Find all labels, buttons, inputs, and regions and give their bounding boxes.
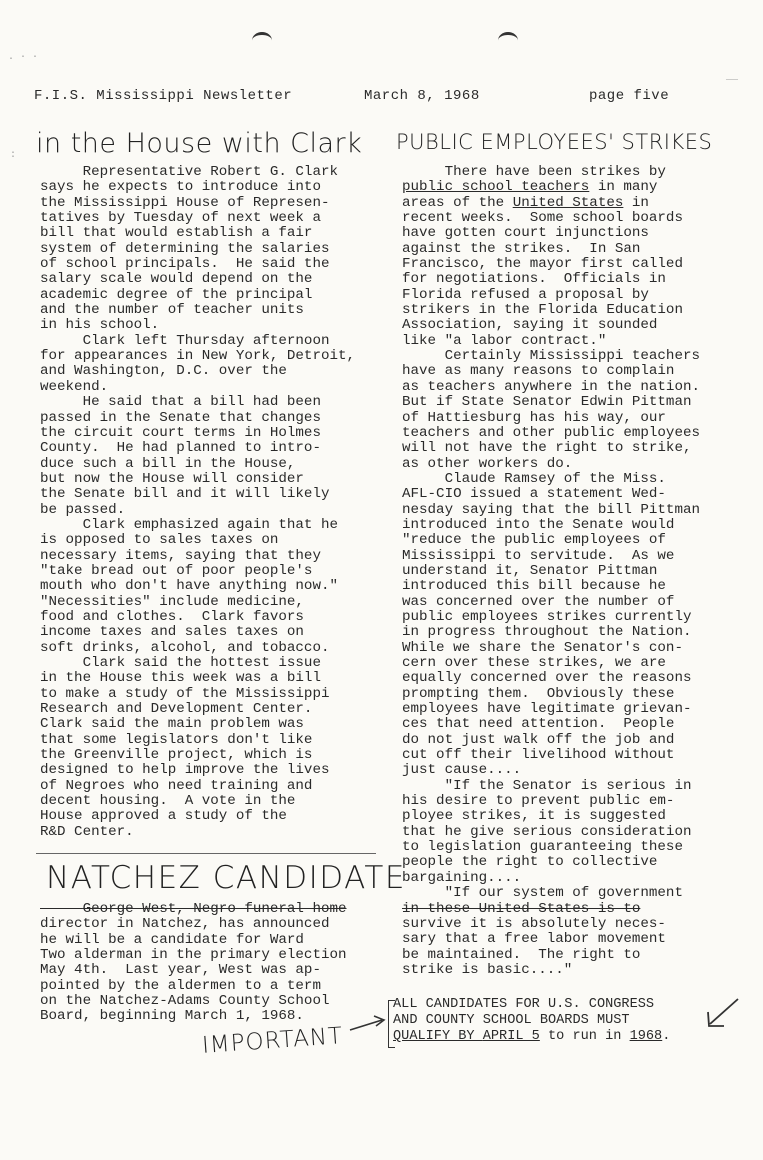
natchez-line: pointed by the aldermen to a term: [40, 977, 321, 994]
clark-line: be passed.: [40, 501, 126, 518]
clark-title: in the House with Clark: [36, 128, 363, 159]
clark-line: Clark said the main problem was: [40, 716, 304, 733]
publication-name: F.I.S. Mississippi Newsletter: [34, 88, 293, 104]
strikes-line: do not just walk off the job and: [402, 731, 675, 748]
natchez-line: he will be a candidate for Ward: [40, 931, 304, 948]
strikes-line: Certainly Mississippi teachers: [402, 348, 700, 365]
strikes-line: equally concerned over the reasons: [402, 670, 692, 687]
natchez-line: May 4th. Last year, West was ap-: [40, 962, 321, 979]
strikes-line: Florida refused a proposal by: [402, 286, 649, 303]
strikes-line: While we share the Senator's con-: [402, 639, 683, 656]
notice-line: ALL CANDIDATES FOR U.S. CONGRESS: [393, 997, 655, 1012]
strikes-line: cut off their livelihood without: [402, 747, 675, 764]
clark-line: and the number of teacher units: [40, 302, 304, 319]
strikes-line: to legislation guaranteeing these: [402, 839, 683, 856]
scan-speck: . · ·: [8, 52, 39, 63]
strikes-line: employees have legitimate grievan-: [402, 701, 692, 718]
strikes-line: But if State Senator Edwin Pittman: [402, 394, 692, 411]
strikes-line: Association, saying it sounded: [402, 317, 658, 334]
strikes-line: be maintained. The right to: [402, 946, 641, 963]
clark-line: of school principals. He said the: [40, 256, 330, 273]
clark-line: academic degree of the principal: [40, 286, 313, 303]
natchez-title: NATCHEZ CANDIDATE: [46, 860, 406, 896]
clark-line: mouth who don't have anything now.": [40, 578, 338, 595]
strikes-line: AFL-CIO issued a statement Wed-: [402, 486, 666, 503]
page-header: [34, 88, 714, 108]
scan-speck: __: [726, 72, 739, 83]
clark-line: to make a study of the Mississippi: [40, 685, 330, 702]
strikes-line: strike is basic....": [402, 961, 573, 978]
strikes-line: cern over these strikes, we are: [402, 655, 666, 671]
natchez-article: [40, 902, 347, 1025]
strikes-line: strikers in the Florida Education: [402, 302, 683, 319]
natchez-line: Two alderman in the primary election: [40, 947, 347, 964]
strikes-line: prompting them. Obviously these: [402, 685, 675, 702]
section-divider: [36, 853, 376, 854]
strikes-line: that he give serious consideration: [402, 823, 692, 840]
strikes-line: ployee strikes, it is suggested: [402, 808, 666, 825]
page-number: page five: [589, 88, 670, 104]
clark-line: County. He had planned to intro-: [40, 440, 321, 457]
strikes-line: people the right to collective: [402, 854, 658, 871]
strikes-title: PUBLIC EMPLOYEES' STRIKES: [396, 130, 713, 154]
clark-line: Clark said the hottest issue: [40, 655, 321, 671]
strikes-line: for negotiations. Officials in: [402, 271, 666, 288]
strikes-line: just cause....: [402, 762, 522, 779]
clark-line: decent housing. A vote in the: [40, 793, 296, 810]
clark-line: weekend.: [40, 378, 109, 395]
clark-line: bill that would establish a fair: [40, 225, 313, 242]
strikes-line: survive it is absolutely neces-: [402, 915, 666, 932]
strikes-line: public school teachers in many: [402, 179, 658, 196]
notice-line: AND COUNTY SCHOOL BOARDS MUST: [393, 1013, 630, 1028]
strikes-line: have as many reasons to complain: [402, 363, 675, 380]
strikes-line: teachers and other public employees: [402, 424, 700, 441]
natchez-line: Board, beginning March 1, 1968.: [40, 1008, 304, 1025]
clark-line: Representative Robert G. Clark: [40, 164, 338, 180]
issue-date: March 8, 1968: [364, 88, 480, 104]
clark-line: R&D Center.: [40, 823, 134, 840]
strikes-line: recent weeks. Some school boards: [402, 210, 683, 227]
punch-mark-right: [498, 32, 518, 49]
strikes-line: "If our system of government: [402, 885, 683, 902]
clark-line: salary scale would depend on the: [40, 271, 313, 288]
clark-line: the Mississippi House of Represen-: [40, 194, 330, 211]
natchez-line: director in Natchez, has announced: [40, 916, 330, 933]
clark-line: and Washington, D.C. over the: [40, 363, 287, 380]
clark-line: He said that a bill had been: [40, 394, 321, 411]
strikes-line: nesday saying that the bill Pittman: [402, 501, 700, 518]
strikes-line: sary that a free labor movement: [402, 931, 666, 948]
punch-mark-left: [252, 32, 272, 49]
strikes-line: of Hattiesburg has his way, our: [402, 409, 666, 426]
strikes-line: bargaining....: [402, 869, 522, 886]
clark-line: passed in the Senate that changes: [40, 409, 321, 426]
clark-line: designed to help improve the lives: [40, 762, 330, 779]
notice-line: QUALIFY BY APRIL 5 to run in 1968.: [393, 1029, 671, 1044]
strikes-line: public employees strikes currently: [402, 608, 692, 625]
strikes-line: "If the Senator is serious in: [402, 777, 692, 794]
clark-line: soft drinks, alcohol, and tobacco.: [40, 639, 330, 656]
clark-line: Clark left Thursday afternoon: [40, 332, 330, 349]
clark-line: of Negroes who need training and: [40, 777, 313, 794]
clark-line: system of determining the salaries: [40, 240, 330, 257]
strikes-line: Francisco, the mayor first called: [402, 256, 683, 273]
clark-line: is opposed to sales taxes on: [40, 532, 279, 549]
clark-article: [40, 165, 355, 840]
clark-line: food and clothes. Clark favors: [40, 608, 304, 625]
clark-line: necessary items, saying that they: [40, 547, 321, 564]
strikes-line: "reduce the public employees of: [402, 532, 666, 549]
natchez-struck-line: George West, Negro funeral home: [82, 901, 347, 917]
strikes-line: introduced this bill because he: [402, 578, 666, 595]
strikes-line: have gotten court injunctions: [402, 225, 649, 242]
strikes-line: introduced into the Senate would: [402, 516, 675, 533]
strikes-line: as teachers anywhere in the nation.: [402, 378, 700, 395]
strikes-line: understand it, Senator Pittman: [402, 562, 658, 579]
important-handwritten: IMPORTANT: [201, 1023, 344, 1059]
clark-line: "Necessities" include medicine,: [40, 593, 304, 610]
arrow-to-notice: [348, 1012, 388, 1034]
natchez-line: on the Natchez-Adams County School: [40, 993, 330, 1010]
strikes-line: like "a labor contract.": [402, 332, 607, 349]
clark-line: Clark emphasized again that he: [40, 516, 338, 533]
clark-line: for appearances in New York, Detroit,: [40, 348, 356, 365]
clark-line: tatives by Tuesday of next week a: [40, 210, 321, 227]
strikes-line: against the strikes. In San: [402, 240, 641, 257]
strikes-line: will not have the right to strike,: [402, 440, 692, 457]
strikes-struck-line: in these United States is to: [402, 900, 641, 917]
clark-line: the Senate bill and it will likely: [40, 486, 330, 503]
arrow-from-right: [704, 996, 742, 1030]
clark-line: in his school.: [40, 317, 160, 334]
clark-line: the circuit court terms in Holmes: [40, 424, 321, 441]
qualify-notice: [393, 997, 728, 1045]
clark-line: but now the House will consider: [40, 470, 304, 487]
clark-line: the Greenville project, which is: [40, 747, 313, 764]
strikes-line: his desire to prevent public em-: [402, 793, 675, 810]
clark-line: Research and Development Center.: [40, 701, 313, 718]
strikes-line: in progress throughout the Nation.: [402, 624, 692, 641]
strikes-line: as other workers do.: [402, 455, 573, 472]
clark-line: income taxes and sales taxes on: [40, 624, 304, 641]
clark-line: "take bread out of poor people's: [40, 562, 313, 579]
scan-speck: :: [10, 150, 17, 161]
strikes-line: Mississippi to servitude. As we: [402, 547, 675, 564]
clark-line: House approved a study of the: [40, 808, 287, 825]
strikes-line: ces that need attention. People: [402, 716, 675, 733]
clark-line: duce such a bill in the House,: [40, 455, 296, 472]
strikes-line: There have been strikes by: [402, 164, 666, 180]
clark-line: in the House this week was a bill: [40, 670, 321, 687]
strikes-line: Claude Ramsey of the Miss.: [402, 470, 666, 487]
strikes-article: [402, 165, 700, 978]
strikes-line: areas of the United States in: [402, 194, 649, 211]
clark-line: that some legislators don't like: [40, 731, 313, 748]
strikes-line: was concerned over the number of: [402, 593, 675, 610]
clark-line: says he expects to introduce into: [40, 179, 321, 196]
